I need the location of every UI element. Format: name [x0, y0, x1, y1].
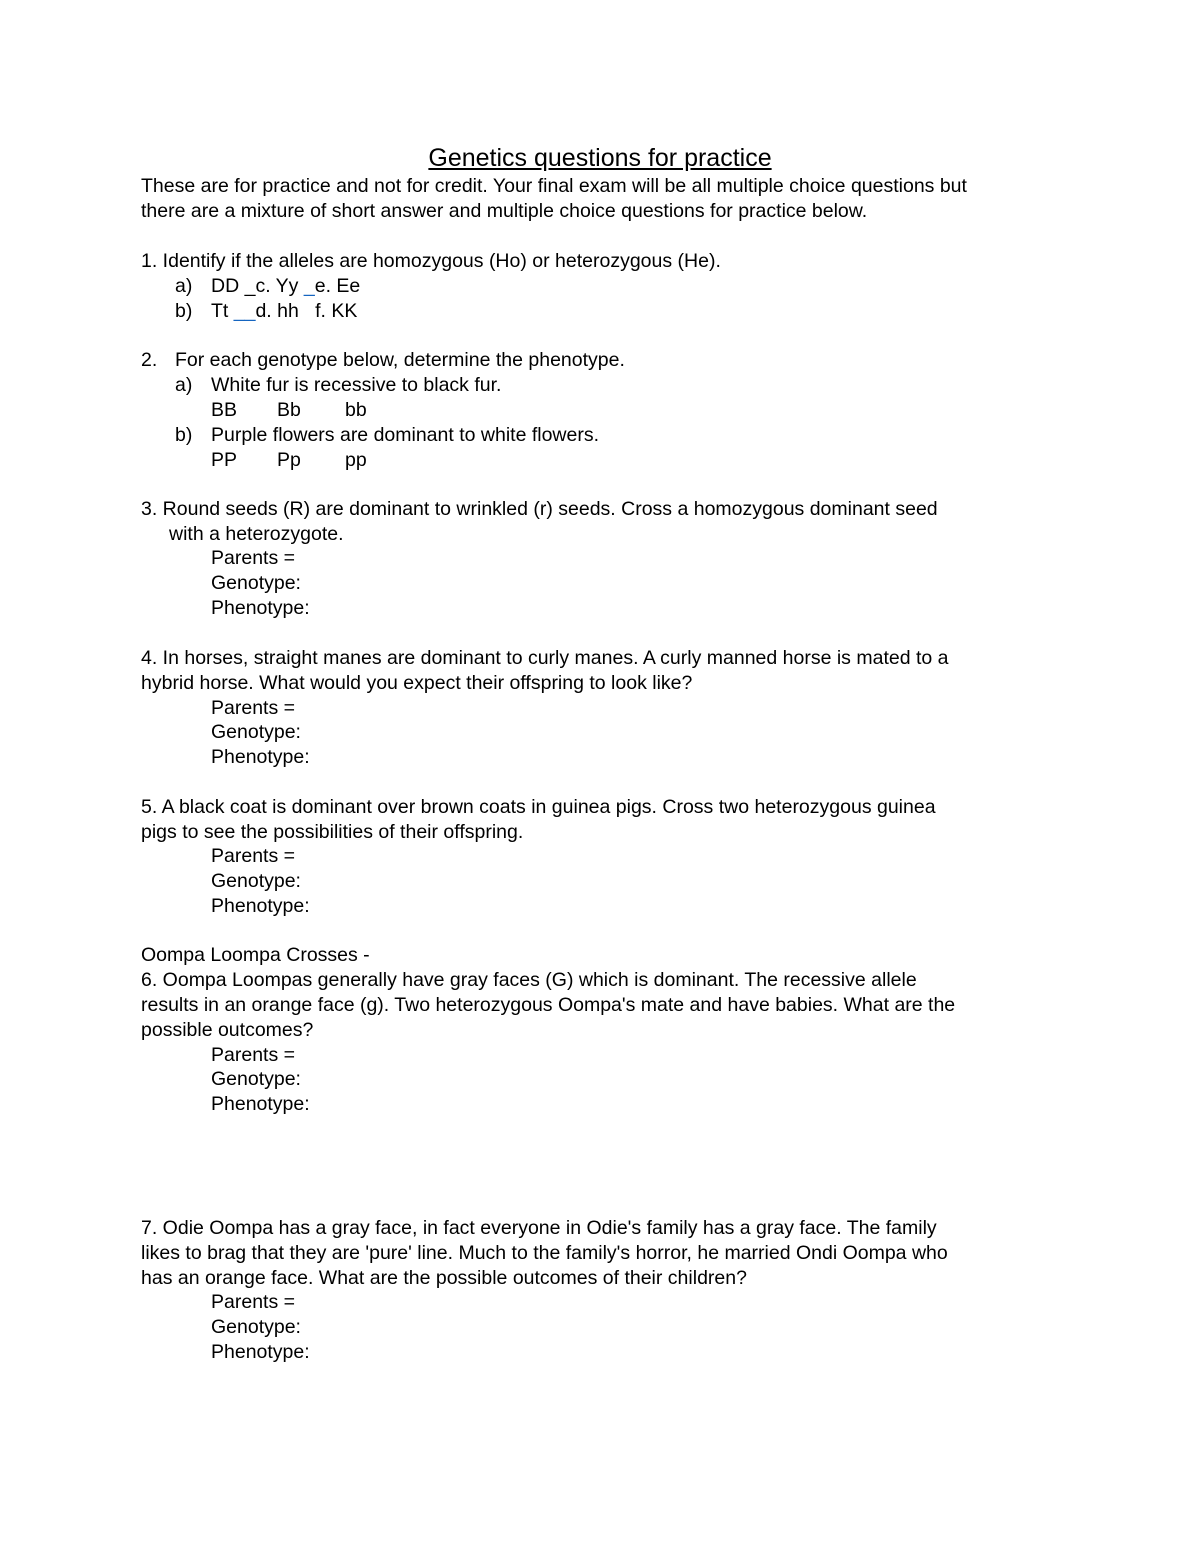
q7-phenotype-label: Phenotype:	[211, 1341, 310, 1363]
intro-line-2: there are a mixture of short answer and multiple choice questions for practice below.	[141, 200, 868, 222]
q1-b-label: b)	[175, 300, 193, 322]
q4-line-2: hybrid horse. What would you expect their offspring to look like?	[141, 672, 693, 694]
q1-b-row	[211, 299, 357, 324]
q2-a-genotype-1: BB	[211, 399, 238, 421]
q4-parents-label: Parents =	[211, 697, 296, 719]
q2-b-genotype-3: pp	[345, 449, 367, 471]
q2-a-text: White fur is recessive to black fur.	[211, 374, 502, 396]
q3-genotype-label: Genotype:	[211, 572, 301, 594]
q1-a-blank: _	[303, 275, 315, 297]
q1-a-part2: c. Yy	[255, 275, 304, 297]
q2-b-text: Purple flowers are dominant to white flowers.	[211, 424, 600, 446]
intro-line-1: These are for practice and not for credit. Your final exam will be all multiple choice questions but	[141, 175, 967, 197]
q2-prompt: For each genotype below, determine the phenotype.	[175, 349, 625, 371]
q7-line-1: 7. Odie Oompa has a gray face, in fact everyone in Odie's family has a gray face. The family	[141, 1217, 937, 1239]
q5-genotype-label: Genotype:	[211, 870, 301, 892]
q1-a-part3: e. Ee	[314, 275, 361, 297]
q4-line-1: 4. In horses, straight manes are dominant to curly manes. A curly manned horse is mated to a	[141, 647, 949, 669]
q2-b-genotype-1: PP	[211, 449, 238, 471]
q7-line-2: likes to brag that they are 'pure' line. Much to the family's horror, he married Ondi Oompa who	[141, 1242, 948, 1264]
q1-a-part1: DD _	[211, 275, 256, 297]
q1-prompt: 1. Identify if the alleles are homozygous (Ho) or heterozygous (He).	[141, 250, 721, 272]
q6-phenotype-label: Phenotype:	[211, 1093, 310, 1115]
q6-genotype-label: Genotype:	[211, 1068, 301, 1090]
q5-parents-label: Parents =	[211, 845, 296, 867]
q5-phenotype-label: Phenotype:	[211, 895, 310, 917]
q1-b-blank: __	[233, 300, 256, 322]
q6-line-3: possible outcomes?	[141, 1019, 314, 1041]
page-title: Genetics questions for practice	[428, 144, 772, 172]
q2-b-genotype-2: Pp	[277, 449, 301, 471]
q1-a-row	[211, 274, 360, 299]
q7-parents-label: Parents =	[211, 1291, 296, 1313]
q3-line-1: 3. Round seeds (R) are dominant to wrinkled (r) seeds. Cross a homozygous dominant seed	[141, 498, 938, 520]
q7-genotype-label: Genotype:	[211, 1316, 301, 1338]
q7-line-3: has an orange face. What are the possible outcomes of their children?	[141, 1267, 747, 1289]
q2-number: 2.	[141, 349, 158, 371]
q5-line-1: 5. A black coat is dominant over brown coats in guinea pigs. Cross two heterozygous guinea	[141, 796, 936, 818]
q6-line-2: results in an orange face (g). Two heterozygous Oompa's mate and have babies. What are the	[141, 994, 956, 1016]
q1-b-part1: Tt	[211, 300, 234, 322]
q4-genotype-label: Genotype:	[211, 721, 301, 743]
q3-line-2: with a heterozygote.	[169, 523, 344, 545]
q2-a-label: a)	[175, 374, 193, 396]
section-heading: Oompa Loompa Crosses -	[141, 944, 370, 966]
q6-line-1: 6. Oompa Loompas generally have gray faces (G) which is dominant. The recessive allele	[141, 969, 917, 991]
q3-parents-label: Parents =	[211, 547, 296, 569]
q1-a-label: a)	[175, 275, 193, 297]
q6-parents-label: Parents =	[211, 1044, 296, 1066]
q2-b-label: b)	[175, 424, 193, 446]
q1-b-part2: d. hh f. KK	[255, 300, 358, 322]
q2-a-genotype-2: Bb	[277, 399, 301, 421]
q2-a-genotype-3: bb	[345, 399, 367, 421]
q4-phenotype-label: Phenotype:	[211, 746, 310, 768]
q3-phenotype-label: Phenotype:	[211, 597, 310, 619]
q5-line-2: pigs to see the possibilities of their offspring.	[141, 821, 524, 843]
